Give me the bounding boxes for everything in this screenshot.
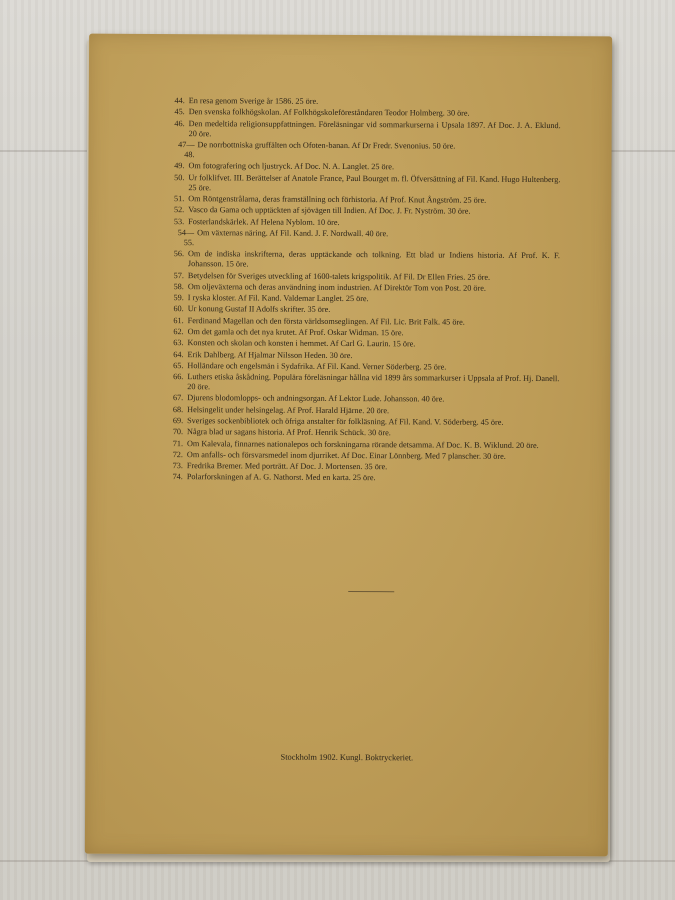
- list-item: [168, 327, 560, 339]
- list-item: [168, 304, 560, 316]
- divider-rule: [348, 591, 394, 592]
- list-item: [167, 394, 559, 406]
- list-item: [168, 316, 560, 328]
- item-text: Fosterlandskärlek. Af Helena Nyblom. 10 öre.: [188, 216, 340, 227]
- item-number: 46.: [174, 118, 185, 128]
- item-text: Om de indiska inskrifterna, deras upptäckande och tolkning. Ett blad ur Indiens historia. Af Prof. K. F. Johansson. 15 öre.: [187, 249, 561, 269]
- item-text: Om anfalls- och försvarsmedel inom djurriket. Af Doc. Einar Lönnberg. Med 7 planscher. 30 öre.: [186, 450, 506, 461]
- item-number: 57.: [173, 270, 184, 280]
- item-text: Polarforskningen af A. G. Nathorst. Med en karta. 25 öre.: [186, 472, 376, 483]
- item-number: 62.: [173, 327, 184, 337]
- list-item: [168, 140, 560, 162]
- item-text: Om Röntgenstrålarna, deras framställning och förhistoria. Af Prof. Knut Ångström. 25 öre.: [188, 194, 487, 205]
- list-item: [168, 205, 560, 217]
- item-text: Erik Dahlberg. Af Hjalmar Nilsson Heden. 30 öre.: [187, 349, 353, 360]
- list-item: [168, 293, 560, 305]
- item-number: 60.: [173, 304, 184, 314]
- item-number: 54—55.: [177, 227, 195, 248]
- item-number: 63.: [173, 338, 184, 348]
- item-number: 44.: [174, 96, 185, 106]
- item-text: Om växternas näring. Af Fil. Kand. J. F. Nordwall. 40 öre.: [197, 228, 389, 239]
- item-number: 67.: [172, 393, 184, 403]
- item-text: Ur konung Gustaf II Adolfs skrifter. 35 öre.: [187, 304, 331, 315]
- item-number: 58.: [173, 281, 184, 291]
- item-text: Om Kalevala, finnarnes nationalepos och forskningarna rörande detsamma. Af Doc. K. B. Wiklund. 20 öre.: [186, 438, 539, 450]
- item-number: 47—48.: [178, 140, 195, 160]
- item-text: Vasco da Gama och upptäckten af sjövägen till Indien. Af Doc. J. Fr. Nyström. 30 öre.: [188, 205, 471, 216]
- list-item: [167, 439, 559, 451]
- list-item: [168, 271, 560, 283]
- item-number: 68.: [172, 404, 184, 414]
- item-text: Några blad ur sagans historia. Af Prof. Henrik Schück. 30 öre.: [187, 427, 391, 438]
- item-text: Om oljeväxterna och deras användning inom industrien. Af Direktör Tom von Post. 20 öre.: [187, 282, 486, 293]
- item-text: Helsingelit under helsingelag. Af Prof. Harald Hjärne. 20 öre.: [187, 404, 390, 415]
- item-text: Konsten och skolan och konsten i hemmet. Af Carl G. Laurin. 15 öre.: [187, 338, 416, 349]
- item-text: Holländare och engelsmän i Sydafrika. Af Fil. Kand. Verner Söderberg. 25 öre.: [187, 360, 447, 372]
- list-item: [169, 96, 561, 108]
- list-item: [168, 228, 560, 250]
- item-text: I ryska kloster. Af Fil. Kand. Valdemar Langlet. 25 öre.: [187, 293, 369, 304]
- list-item: [168, 194, 560, 206]
- item-number: 65.: [173, 360, 184, 370]
- item-number: 59.: [173, 293, 184, 303]
- list-item: [168, 249, 560, 271]
- item-text: Om fotografering och ljustryck. Af Doc. N. A. Langlet. 25 öre.: [188, 161, 395, 172]
- list-item: [168, 338, 560, 350]
- item-text: Djurens blodomlopps- och andningsorgan. Af Lektor Lude. Johansson. 40 öre.: [187, 393, 445, 404]
- list-item: [167, 361, 559, 373]
- item-number: 50.: [174, 172, 185, 182]
- list-item: [169, 107, 561, 119]
- item-number: 52.: [173, 205, 185, 215]
- list-item: [167, 350, 559, 362]
- item-number: 49.: [174, 161, 185, 171]
- item-text: Betydelsen för Sveriges utveckling af 1600-talets krigspolitik. Af Fil. Dr Ellen Fries. 25 öre.: [187, 270, 491, 282]
- imprint-line: Stockholm 1902. Kungl. Boktryckeriet.: [280, 752, 414, 763]
- list-item: [167, 427, 559, 439]
- list-item: [167, 472, 559, 484]
- list-item: [169, 119, 561, 141]
- item-number: 72.: [172, 449, 183, 460]
- item-number: 73.: [172, 461, 183, 471]
- item-number: 74.: [172, 472, 183, 482]
- list-item: [168, 217, 560, 229]
- list-item: [167, 372, 559, 394]
- item-text: Den svenska folkhögskolan. Af Folkhögskoleföreståndaren Teodor Holmberg. 30 öre.: [188, 107, 470, 118]
- item-number: 51.: [174, 194, 185, 204]
- item-text: De norrbottniska gruffälten och Ofoten-banan. Af Dr Fredr. Svenonius. 50 öre.: [197, 140, 456, 151]
- item-number: 53.: [173, 216, 185, 226]
- item-number: 71.: [172, 438, 184, 448]
- list-item: [168, 173, 560, 195]
- list-item: [167, 405, 559, 417]
- list-item: [167, 416, 559, 428]
- list-item: [168, 282, 560, 294]
- item-text: Sveriges sockenbibliotek och öfriga anstalter för folkläsning. Af Fil. Kand. V. Söderberg. 45 öre.: [187, 416, 504, 427]
- booklet-back-cover: [85, 34, 612, 857]
- item-text: Luthers etiska åskådning. Populära föreläsningar hållna vid 1899 års sommarkurser i Uppsala af Prof. Hj. Danell. 20 öre.: [187, 372, 560, 392]
- item-number: 70.: [172, 427, 184, 437]
- item-text: Den medeltida religionsuppfattningen. Föreläsningar vid sommarkurserna i Upsala 1897. Af Doc. J. A. Eklund. 20 öre.: [188, 118, 561, 138]
- list-item: [167, 450, 559, 462]
- item-number: 69.: [172, 416, 184, 426]
- publication-list: [167, 96, 561, 486]
- list-item: [167, 461, 559, 473]
- item-number: 66.: [173, 372, 184, 382]
- item-number: 45.: [174, 107, 185, 117]
- item-number: 61.: [173, 315, 184, 325]
- item-text: Ferdinand Magellan och den första världsomseglingen. Af Fil. Lic. Brit Falk. 45 öre.: [187, 315, 465, 327]
- item-text: Fredrika Bremer. Med porträtt. Af Doc. J. Mortensen. 35 öre.: [186, 461, 388, 472]
- item-number: 64.: [173, 349, 184, 359]
- item-text: Om det gamla och det nya krutet. Af Prof. Oskar Widman. 15 öre.: [187, 327, 404, 338]
- item-text: Ur folklifvet. III. Berättelser af Anatole France, Paul Bourget m. fl. Öfversättning af Fil. Kand. Hugo Hultenberg. 25 öre.: [188, 172, 561, 192]
- item-number: 56.: [173, 249, 185, 259]
- list-item: [168, 161, 560, 173]
- item-text: En resa genom Sverige år 1586. 25 öre.: [188, 96, 319, 106]
